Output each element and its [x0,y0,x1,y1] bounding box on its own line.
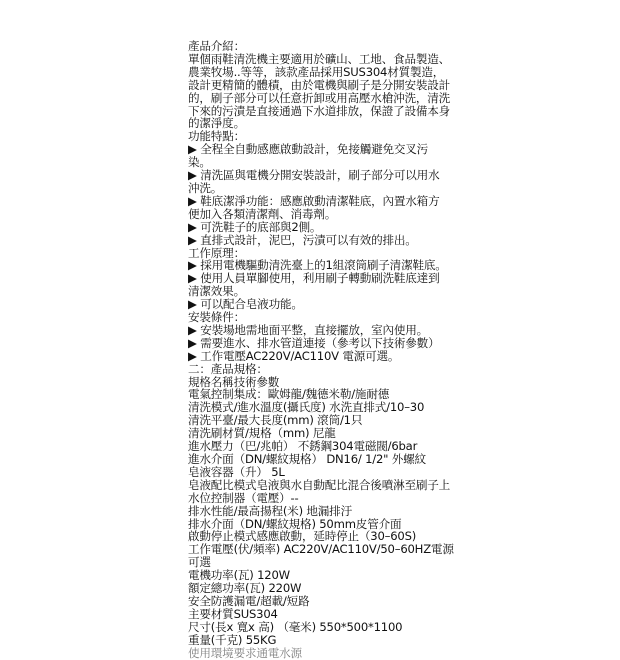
text-line: 重量(千克) 55KG [188,632,277,647]
text-line: 功能特點： [188,129,245,144]
text-line: ▶ 可洗鞋子的底部與2側。 [188,219,322,234]
text-line: 的，刷子部分可以任意折卸或用高壓水槍沖洗，清洗 [188,90,451,105]
text-line: 排水介面（DN/螺紋規格) 50mm皮管介面 [188,516,402,531]
text-line: 沖洗。 [188,180,223,195]
text-line: 清洗刷材質/規格（mm) 尼龍 [188,426,336,441]
text-line: ▶ 可以配合皂液功能。 [188,297,303,312]
text-line: 電機功率(瓦) 120W [188,568,290,583]
text-line: 清洗平臺/最大長度(mm) 滾筒/1只 [188,413,363,428]
text-line: ▶ 採用電機驅動清洗臺上的1組滾筒刷子清潔鞋底。 [188,258,447,273]
text-line: 單個雨鞋清洗機主要適用於礦山、工地、食品製造、 [188,51,451,66]
text-line: ▶ 需要進水、排水管道連接（參考以下技術參數） [188,335,440,350]
text-line: 排水性能/最高揚程(米) 地漏排汙 [188,503,352,518]
text-line: ▶ 使用人員單腳使用，利用刷子轉動刷洗鞋底達到 [188,271,440,286]
text-line: 便加入各類清潔劑、消毒劑。 [188,206,337,221]
text-line: 電氣控制集成：歐姆龍/魏德米勒/施耐德 [188,387,390,402]
text-line: 進水介面（DN/螺紋規格） DN16/ 1/2" 外螺紋 [188,452,426,466]
text-line: 皂液配比模式皂液與水自動配比混合後噴淋至刷子上 [188,477,451,492]
text-line: 清潔效果。 [188,284,245,299]
text-line: 規格名稱技術參數 [188,374,280,389]
text-line: ▶ 全程全自動感應啟動設計，免接觸避免交叉污 [188,142,429,157]
text-line: 啟動停止模式感應啟動，延時停止（30–60S) [188,529,417,544]
text-line: 安裝條件： [188,310,245,325]
text-line: ▶ 直排式設計，泥巴，污漬可以有效的排出。 [188,232,417,247]
text-line: 下來的污漬是直接通過下水道排放，保證了設備本身 [188,103,451,118]
text-line: 染。 [188,155,211,170]
text-line: 工作電壓(伏/頻率) AC220V/AC110V/50–60HZ電源 [188,542,454,557]
text-line: 進水壓力（巴/兆帕） 不銹鋼304電磁閥/6bar [188,439,418,454]
text-line: 安全防護漏電/超載/短路 [188,593,310,608]
text-line: 產品介紹： [188,39,245,53]
text-line: ▶ 清洗區與電機分開安裝設計，刷子部分可以用水 [188,168,440,183]
text-line: 的潔淨度。 [188,116,245,131]
text-line: ▶ 鞋底潔淨功能：感應啟動清潔鞋底，內置水箱方 [188,193,440,208]
text-line: ▶ 安裝場地需地面平整，直接擺放，室內使用。 [188,322,429,337]
text-line: 額定總功率(瓦) 220W [188,581,302,596]
text-line: 皂液容器（升） 5L [188,464,285,479]
text-line: 農業牧場..等等，該款產品採用SUS304材質製造， [188,64,445,79]
text-line: 工作原理： [188,245,245,260]
text-line: ▶ 工作電壓AC220V/AC110V 電源可選。 [188,348,400,363]
text-line: 清洗模式/進水溫度(攝氏度) 水洗直排式/10–30 [188,400,425,415]
partial-text-line: 使用環境要求通電水源 [188,645,302,660]
text-line: 主要材質SUS304 [188,606,278,621]
text-line: 尺寸(長x 寬x 高) （毫米) 550*500*1100 [188,619,403,634]
text-line: 水位控制器（電壓）-- [188,490,299,505]
product-description [188,39,454,660]
text-line: 可選 [188,555,211,570]
text-line: 二：產品規格： [188,361,268,376]
text-line: 設計更精簡的體積，由於電機與刷子是分開安裝設計 [188,77,451,92]
